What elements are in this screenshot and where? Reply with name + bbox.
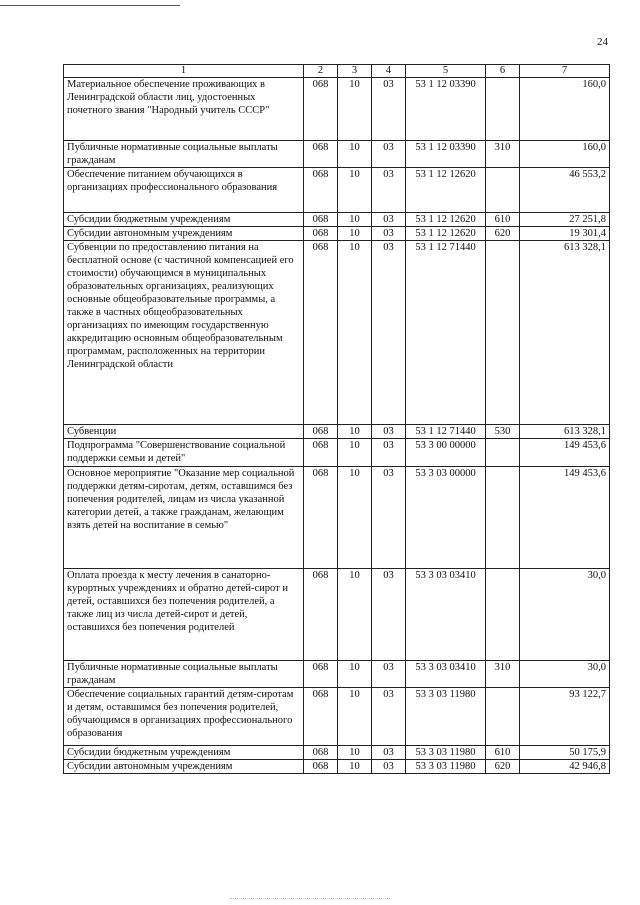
row-code-cell: 068 xyxy=(304,760,338,774)
row-subsection-cell: 03 xyxy=(372,467,406,569)
row-target-cell: 53 1 12 12620 xyxy=(406,227,486,241)
table-row xyxy=(64,227,610,241)
row-type-cell xyxy=(486,569,520,661)
row-target-cell: 53 3 03 03410 xyxy=(406,661,486,688)
table-row xyxy=(64,425,610,439)
table-row xyxy=(64,78,610,141)
row-name-cell: Подпрограмма "Совершенствование социальной поддержки семьи и детей" xyxy=(64,439,304,467)
table-row xyxy=(64,569,610,661)
row-code-cell: 068 xyxy=(304,688,338,746)
table-row xyxy=(64,168,610,213)
header-cell: 5 xyxy=(406,65,486,78)
row-subsection-cell: 03 xyxy=(372,168,406,213)
row-code-cell: 068 xyxy=(304,467,338,569)
row-section-cell: 10 xyxy=(338,439,372,467)
budget-table xyxy=(63,64,610,774)
table-row xyxy=(64,760,610,774)
row-name-cell: Оплата проезда к месту лечения в санаторно-курортных учреждениях и обратно детей-сирот и детей, оставшихся без попечения родителей, а также лиц из числа детей-сирот и детей, оставшихся без попечения родителей xyxy=(64,569,304,661)
table-header-row xyxy=(64,65,610,78)
row-code-cell: 068 xyxy=(304,439,338,467)
row-subsection-cell: 03 xyxy=(372,688,406,746)
header-cell: 3 xyxy=(338,65,372,78)
row-name-cell: Публичные нормативные социальные выплаты гражданам xyxy=(64,141,304,168)
row-amount-cell: 613 328,1 xyxy=(520,425,610,439)
row-target-cell: 53 3 03 00000 xyxy=(406,467,486,569)
table-row xyxy=(64,688,610,746)
row-section-cell: 10 xyxy=(338,213,372,227)
row-section-cell: 10 xyxy=(338,227,372,241)
table-row xyxy=(64,141,610,168)
table-row xyxy=(64,661,610,688)
row-subsection-cell: 03 xyxy=(372,78,406,141)
row-amount-cell: 27 251,8 xyxy=(520,213,610,227)
row-name-cell: Субсидии автономным учреждениям xyxy=(64,227,304,241)
row-name-cell: Обеспечение социальных гарантий детям-сиротам и детям, оставшимся без попечения родителей, обучающимся в организациях профессионального образования xyxy=(64,688,304,746)
row-amount-cell: 42 946,8 xyxy=(520,760,610,774)
row-code-cell: 068 xyxy=(304,141,338,168)
row-type-cell: 610 xyxy=(486,213,520,227)
row-type-cell: 620 xyxy=(486,760,520,774)
row-section-cell: 10 xyxy=(338,467,372,569)
row-amount-cell: 149 453,6 xyxy=(520,467,610,569)
row-target-cell: 53 3 00 00000 xyxy=(406,439,486,467)
row-amount-cell: 93 122,7 xyxy=(520,688,610,746)
row-code-cell: 068 xyxy=(304,746,338,760)
row-target-cell: 53 3 03 03410 xyxy=(406,569,486,661)
row-subsection-cell: 03 xyxy=(372,760,406,774)
row-amount-cell: 30,0 xyxy=(520,569,610,661)
row-section-cell: 10 xyxy=(338,168,372,213)
row-name-cell: Материальное обеспечение проживающих в Ленинградской области лиц, удостоенных почетного звания "Народный учитель СССР" xyxy=(64,78,304,141)
bottom-scan-artifact xyxy=(230,898,390,899)
header-cell: 6 xyxy=(486,65,520,78)
row-name-cell: Субвенции по предоставлению питания на бесплатной основе (с частичной компенсацией его стоимости) обучающимся в муниципальных образовательных организациях, реализующих основные общеобразовательные программы, а также в частных общеобразовательных организациях по имеющим государственную аккредитацию основным общеобразовательным программам, расположенных на территории Ленинградской области xyxy=(64,241,304,425)
row-amount-cell: 160,0 xyxy=(520,141,610,168)
row-code-cell: 068 xyxy=(304,227,338,241)
page-number: 24 xyxy=(597,36,608,48)
row-amount-cell: 30,0 xyxy=(520,661,610,688)
row-amount-cell: 613 328,1 xyxy=(520,241,610,425)
row-target-cell: 53 3 03 11980 xyxy=(406,688,486,746)
row-amount-cell: 149 453,6 xyxy=(520,439,610,467)
row-subsection-cell: 03 xyxy=(372,425,406,439)
row-name-cell: Субсидии автономным учреждениям xyxy=(64,760,304,774)
row-subsection-cell: 03 xyxy=(372,661,406,688)
header-cell: 1 xyxy=(64,65,304,78)
row-name-cell: Субсидии бюджетным учреждениям xyxy=(64,746,304,760)
row-section-cell: 10 xyxy=(338,241,372,425)
row-amount-cell: 50 175,9 xyxy=(520,746,610,760)
table-row xyxy=(64,439,610,467)
row-subsection-cell: 03 xyxy=(372,746,406,760)
row-name-cell: Обеспечение питанием обучающихся в организациях профессионального образования xyxy=(64,168,304,213)
row-section-cell: 10 xyxy=(338,569,372,661)
row-section-cell: 10 xyxy=(338,425,372,439)
row-type-cell xyxy=(486,78,520,141)
row-code-cell: 068 xyxy=(304,213,338,227)
row-section-cell: 10 xyxy=(338,78,372,141)
row-code-cell: 068 xyxy=(304,241,338,425)
row-section-cell: 10 xyxy=(338,688,372,746)
row-amount-cell: 160,0 xyxy=(520,78,610,141)
row-type-cell xyxy=(486,688,520,746)
row-subsection-cell: 03 xyxy=(372,241,406,425)
row-target-cell: 53 1 12 71440 xyxy=(406,241,486,425)
row-name-cell: Публичные нормативные социальные выплаты гражданам xyxy=(64,661,304,688)
row-type-cell: 530 xyxy=(486,425,520,439)
row-subsection-cell: 03 xyxy=(372,141,406,168)
row-amount-cell: 46 553,2 xyxy=(520,168,610,213)
row-section-cell: 10 xyxy=(338,760,372,774)
row-section-cell: 10 xyxy=(338,661,372,688)
row-subsection-cell: 03 xyxy=(372,227,406,241)
row-subsection-cell: 03 xyxy=(372,213,406,227)
row-type-cell xyxy=(486,439,520,467)
row-type-cell: 310 xyxy=(486,141,520,168)
row-target-cell: 53 1 12 03390 xyxy=(406,78,486,141)
row-target-cell: 53 1 12 12620 xyxy=(406,168,486,213)
row-code-cell: 068 xyxy=(304,661,338,688)
row-section-cell: 10 xyxy=(338,141,372,168)
row-target-cell: 53 1 12 03390 xyxy=(406,141,486,168)
header-cell: 7 xyxy=(520,65,610,78)
table-row xyxy=(64,746,610,760)
row-code-cell: 068 xyxy=(304,425,338,439)
table-body xyxy=(64,78,610,774)
row-target-cell: 53 3 03 11980 xyxy=(406,760,486,774)
top-margin-line xyxy=(0,5,180,6)
table-row xyxy=(64,241,610,425)
row-code-cell: 068 xyxy=(304,168,338,213)
row-target-cell: 53 1 12 71440 xyxy=(406,425,486,439)
row-name-cell: Субвенции xyxy=(64,425,304,439)
row-target-cell: 53 3 03 11980 xyxy=(406,746,486,760)
row-type-cell xyxy=(486,467,520,569)
row-subsection-cell: 03 xyxy=(372,439,406,467)
row-type-cell xyxy=(486,168,520,213)
row-subsection-cell: 03 xyxy=(372,569,406,661)
table-row xyxy=(64,213,610,227)
table-row xyxy=(64,467,610,569)
row-section-cell: 10 xyxy=(338,746,372,760)
row-name-cell: Основное мероприятие "Оказание мер социальной поддержки детям-сиротам, детям, оставшимся без попечения родителей, лицам из числа указанной категории детей, а также гражданам, желающим взять детей на воспитание в семью" xyxy=(64,467,304,569)
row-type-cell: 610 xyxy=(486,746,520,760)
header-cell: 4 xyxy=(372,65,406,78)
row-type-cell: 620 xyxy=(486,227,520,241)
row-type-cell xyxy=(486,241,520,425)
row-code-cell: 068 xyxy=(304,78,338,141)
header-cell: 2 xyxy=(304,65,338,78)
row-amount-cell: 19 301,4 xyxy=(520,227,610,241)
row-name-cell: Субсидии бюджетным учреждениям xyxy=(64,213,304,227)
row-type-cell: 310 xyxy=(486,661,520,688)
row-code-cell: 068 xyxy=(304,569,338,661)
row-target-cell: 53 1 12 12620 xyxy=(406,213,486,227)
